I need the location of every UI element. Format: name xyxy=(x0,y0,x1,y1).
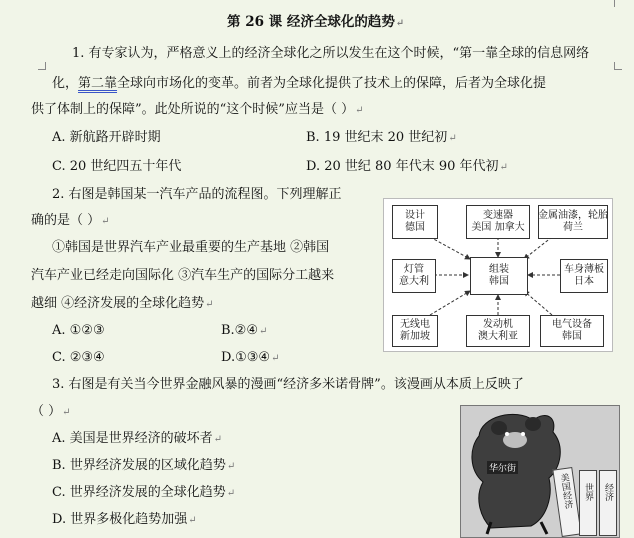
q3-line-2-text: （ ） xyxy=(31,404,62,419)
box-electrical-country: 韩国 xyxy=(562,331,582,342)
crop-mark-right xyxy=(614,62,622,70)
arrow-from-tires xyxy=(524,237,552,259)
box-assembly-center xyxy=(470,257,528,295)
box-design-label: 设计 xyxy=(405,210,425,221)
q3-option-a-text: A. 美国是世界经济的破坏者 xyxy=(52,431,213,446)
q1-line-3-text: 供了体制上的保障”。此处所说的“这个时候”应当是（ ） xyxy=(31,102,355,117)
paragraph-mark: ↵ xyxy=(205,299,214,310)
q2-option-a xyxy=(52,322,105,340)
q2-line-5 xyxy=(31,295,214,314)
paragraph-mark: ↵ xyxy=(213,434,223,445)
arrow-from-radio xyxy=(430,291,470,315)
box-design xyxy=(392,205,438,239)
paragraph-mark: ↵ xyxy=(188,515,197,526)
paragraph-mark: ↵ xyxy=(62,407,71,418)
domino-world xyxy=(579,470,597,536)
q3-line-2 xyxy=(31,403,71,422)
paragraph-mark: ↵ xyxy=(355,105,364,116)
domino-economy-label: 经济 xyxy=(603,483,613,501)
q1-option-d xyxy=(306,158,508,177)
lesson-title-text: 第 26 课 经济全球化的趋势 xyxy=(227,14,395,30)
q1-option-a xyxy=(52,129,161,147)
box-tires-country: 荷兰 xyxy=(563,222,583,233)
q3-option-c xyxy=(52,484,235,503)
box-transmission xyxy=(466,205,530,239)
q1-option-a-text: A. 新航路开辟时期 xyxy=(52,130,161,145)
q2-line-4-text: 汽车产业已经走向国际化 ③汽车生产的国际分工越来 xyxy=(31,268,335,283)
q2-line-2 xyxy=(31,212,110,231)
paragraph-mark: ↵ xyxy=(259,326,268,337)
q2-line-5-text: 越细 ④经济发展的全球化趋势 xyxy=(31,296,205,311)
q2-option-c-text: C. ②③④ xyxy=(52,350,105,365)
q2-option-c xyxy=(52,349,105,367)
q3-line-1 xyxy=(52,376,524,394)
box-tires xyxy=(538,205,608,239)
q3-option-a xyxy=(52,430,222,449)
q1-option-d-text: D. 20 世纪 80 年代末 90 年代初 xyxy=(306,159,499,174)
box-transmission-label: 变速器 xyxy=(483,210,513,221)
q2-option-d xyxy=(221,349,279,368)
box-body-country: 日本 xyxy=(574,276,594,287)
box-engine xyxy=(466,315,530,347)
box-assembly-label: 组装 xyxy=(489,264,509,275)
box-body-panels xyxy=(560,259,608,293)
crop-mark-left xyxy=(38,62,46,70)
box-body-label: 车身薄板 xyxy=(564,264,604,275)
q1-line-2-post: 全球向市场化的变革。前者为全球化提供了技术上的保障，后者为全球化提 xyxy=(117,76,547,91)
box-engine-country: 澳大利亚 xyxy=(478,331,518,342)
q1-option-b xyxy=(306,129,457,148)
q2-line-4 xyxy=(31,267,334,285)
q2-option-a-text: A. ①②③ xyxy=(52,323,105,338)
q1-line-2-underlined: 第二靠 xyxy=(78,76,118,91)
q2-line-1 xyxy=(52,186,342,204)
lesson-title xyxy=(227,13,404,33)
arrow-from-electrical xyxy=(524,291,552,315)
q3-line-1-text: 3. 右图是有关当今世界金融风暴的漫画“经济多米诺骨牌”。该漫画从本质上反映了 xyxy=(52,377,524,392)
box-electrical xyxy=(540,315,604,347)
box-lights-label: 灯管 xyxy=(404,264,424,275)
q2-line-2-text: 确的是（ ） xyxy=(31,213,101,228)
box-transmission-country: 美国 加拿大 xyxy=(471,222,525,233)
box-electrical-label: 电气设备 xyxy=(552,319,592,330)
q1-line-1 xyxy=(72,45,589,63)
arrow-from-design xyxy=(430,237,470,259)
q1-line-2-pre: 化， xyxy=(52,76,79,91)
q3-option-c-text: C. 世界经济发展的全球化趋势 xyxy=(52,485,226,500)
paragraph-mark: ↵ xyxy=(226,488,236,499)
box-radio-label: 无线电 xyxy=(400,319,430,330)
domino-us-economy-label: 美国经济 xyxy=(558,472,573,510)
box-engine-label: 发动机 xyxy=(483,319,513,330)
crop-mark-top-right xyxy=(614,0,622,7)
q2-option-b xyxy=(221,322,267,341)
q3-option-b-text: B. 世界经济发展的区域化趋势 xyxy=(52,458,226,473)
paragraph-mark: ↵ xyxy=(499,162,508,173)
q1-line-2 xyxy=(52,75,546,93)
q2-option-b-text: B.②④ xyxy=(221,323,258,338)
q2-line-1-text: 2. 右图是韩国某一汽车产品的流程图。下列理解正 xyxy=(52,187,342,202)
paragraph-mark: ↵ xyxy=(101,216,110,227)
q3-option-d xyxy=(52,511,197,530)
economic-domino-cartoon xyxy=(460,405,620,538)
paragraph-mark: ↵ xyxy=(271,353,280,364)
q2-line-3-text: ①韩国是世界汽车产业最重要的生产基地 ②韩国 xyxy=(52,240,330,255)
box-lights xyxy=(392,259,436,293)
car-production-flowchart xyxy=(383,198,613,352)
q2-line-3 xyxy=(52,239,329,257)
paragraph-mark: ↵ xyxy=(226,461,236,472)
box-design-country: 德国 xyxy=(405,222,425,233)
q1-line-3 xyxy=(31,101,363,120)
q3-option-d-text: D. 世界多极化趋势加强 xyxy=(52,512,188,527)
q1-option-c-text: C. 20 世纪四五十年代 xyxy=(52,159,182,174)
wall-street-label: 华尔街 xyxy=(487,461,518,474)
domino-economy xyxy=(599,470,617,536)
q1-line-1-text: 1. 有专家认为，严格意义上的经济全球化之所以发生在这个时候，“第一靠全球的信息网络 xyxy=(72,46,590,61)
domino-world-label: 世界 xyxy=(583,483,593,501)
q1-option-c xyxy=(52,158,181,176)
box-radio-country: 新加坡 xyxy=(400,331,430,342)
q2-option-d-text: D.①③④ xyxy=(221,350,271,365)
box-radio xyxy=(392,315,438,347)
paragraph-mark: ↵ xyxy=(395,18,405,29)
paragraph-mark: ↵ xyxy=(448,133,457,144)
q3-option-b xyxy=(52,457,235,476)
box-lights-country: 意大利 xyxy=(399,276,429,287)
box-tires-label: 金属油漆，轮胎 xyxy=(538,210,608,221)
box-assembly-country: 韩国 xyxy=(489,276,509,287)
q1-option-b-text: B. 19 世纪末 20 世纪初 xyxy=(306,130,448,145)
